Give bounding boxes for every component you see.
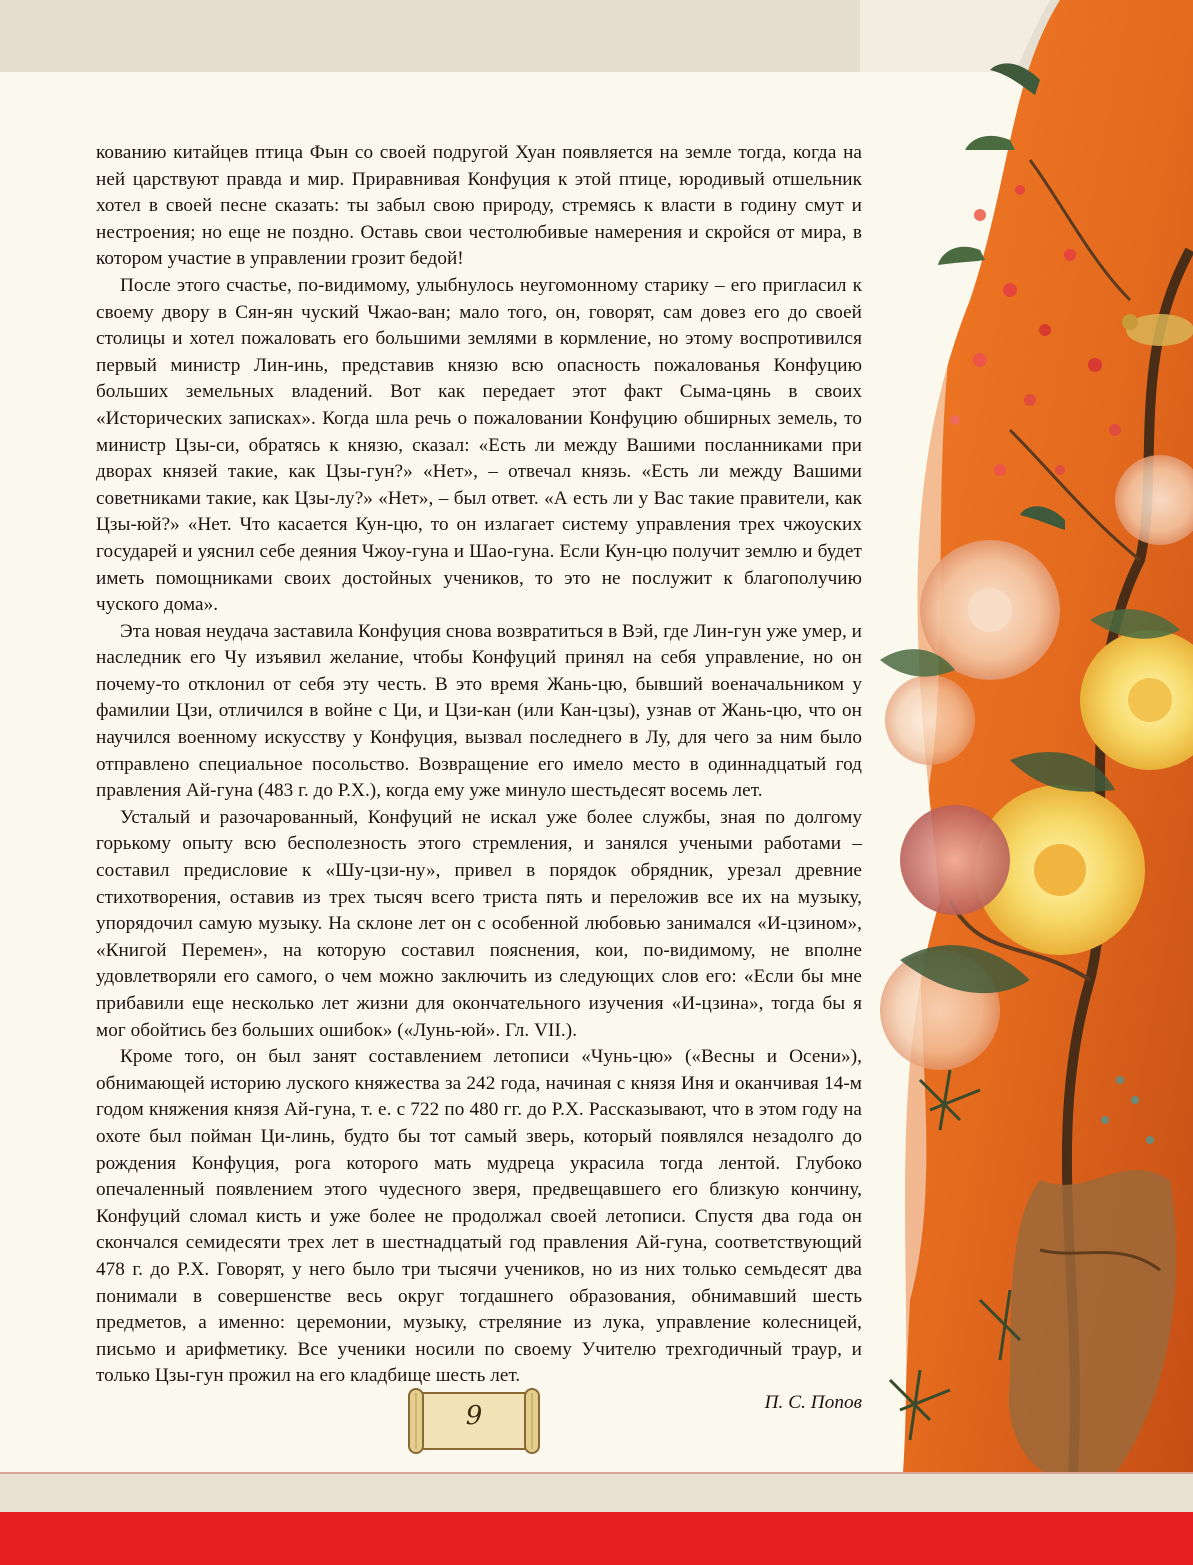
bottom-band — [0, 1472, 1193, 1514]
paragraph: кованию китайцев птица Фын со своей подругой Хуан появляется на земле тогда, когда на ней царствуют правда и мир. Приравнивая Конфуция к этой птице, юродивый отшельник хотел в своей песне сказать: ты забыл свою природу, стремясь к власти в годину смут и нестроения; но еще не поздно. Оставь свои честолюбивые намерения и скройся от мира, в котором участие в управлении грозит бедой! — [96, 142, 862, 270]
paragraph: Усталый и разочарованный, Конфуций не искал уже более службы, зная по долгому горькому опыту всю бесполезность этого стремления, и занялся учеными работами – составил предисловие к «Шу-цзи-ну», привел в порядок обрядник, урезал древние стихотворения, оставив из трех тысяч всего триста пять и переложив все их на музыку, упорядочил самую музыку. На склоне лет он с особенной любовью занимался «И-цзином», «Книгой Перемен», на которую составил пояснения, кои, по-видимому, не вполне удовлетворяли его самого, о чем можно заключить из следующих слов его: «Если бы мне прибавили еще несколько лет жизни для окончательного изучения «И-цзина», тогда бы я мог обойтись без больших ошибок» («Лунь-юй». Гл. VII.). — [96, 806, 862, 1041]
page-number: 9 — [465, 1401, 483, 1431]
paragraph: Кроме того, он был занят составлением летописи «Чунь-цю» («Весны и Осени»), обнимающей историю луского княжества за 242 года, начиная с князя Иня и оканчивая 14-м годом княжения князя Ай-гуна, т. е. с 722 по 480 гг. до Р.Х. Рассказывают, что в этом году на охоте был пойман Ци-линь, будто бы тот самый зверь, который появлялся незадолго до рождения Конфуция, рога которого мать мудреца украсила тогда лентой. Глубоко опечаленный появлением этого чудесного зверя, предвещавшего его близкую кончину, Конфуций сломал кисть и уже более не продолжал своей летописи. Спустя два года он скончался семидесяти трех лет в шестнадцатый год правления Ай-гуна, соответствующий 478 г. до Р.Х. Говорят, у него было три тысячи учеников, но из них только семьдесят два понимали в совершенстве весь округ тогдашнего образования, обнимавший шесть предметов, а именно: церемонии, музыку, стреляние из лука, управление колесницей, письмо и арифметику. Все ученики носили по своему Учителю трехгодичный траур, и только Цзы-гун прожил на его кладбище шесть лет. — [96, 1046, 862, 1387]
paragraph: Эта новая неудача заставила Конфуция снова возвратиться в Вэй, где Лин-гун уже умер, и наследник его Чу изъявил желание, чтобы Конфуций принял на себя управление, но он почему-то отклонил от себя эту честь. В это время Жань-цю, бывший военачальником у фамилии Цзи, отличился в войне с Ци, и Цзи-кан (или Кан-цзы), узнав от Жань-цю, что он научился военному искусству у Конфуция, вызвал последнего в Лу, для чего за ним было отправлено специальное посольство. Возвращение его имело место в одиннадцатый год правления Ай-гуна (483 г. до Р.Х.), когда ему уже минуло шестьдесят восемь лет. — [96, 620, 862, 802]
flower-painting-icon — [860, 0, 1193, 1512]
red-footer-strip — [0, 1512, 1193, 1565]
article-text — [96, 140, 862, 1417]
author-signature: П. С. Попов — [764, 1391, 862, 1413]
paragraph: После этого счастье, по-видимому, улыбнулось неугомонному старику – его пригласил к своему двору в Сян-ян чуский Чжао-ван; мало того, он, говорят, сам довез его до своей столицы и хотел пожаловать его большими землями в кормление, но этому воспротивился первый министр Лин-инь, представив князю всю опасность пожалованья Конфуцию больших земельных владений. Вот как передает этот факт Сыма-цянь в своих «Исторических записках». Когда шла речь о пожаловании Конфуцию обширных земель, то министр Цзы-си, обратясь к князю, сказал: «Есть ли между Вашими посланниками при дворах князей такие, как Цзы-гун?» «Нет», – отвечал князь. «Есть ли между Вашими советниками такие, как Цзы-лу?» «Нет», – был ответ. «А есть ли у Вас такие правители, как Цзы-юй?» «Нет. Что касается Кун-цю, то он излагает систему управления трех чжоуских государей и уяснил себе деяния Чжоу-гуна и Шао-гуна. Если Кун-цю получит землю и будет иметь помощниками своих достойных учеников, то это не послужит к благополучию чуского дома». — [96, 274, 862, 616]
page-number-badge — [405, 1383, 543, 1457]
